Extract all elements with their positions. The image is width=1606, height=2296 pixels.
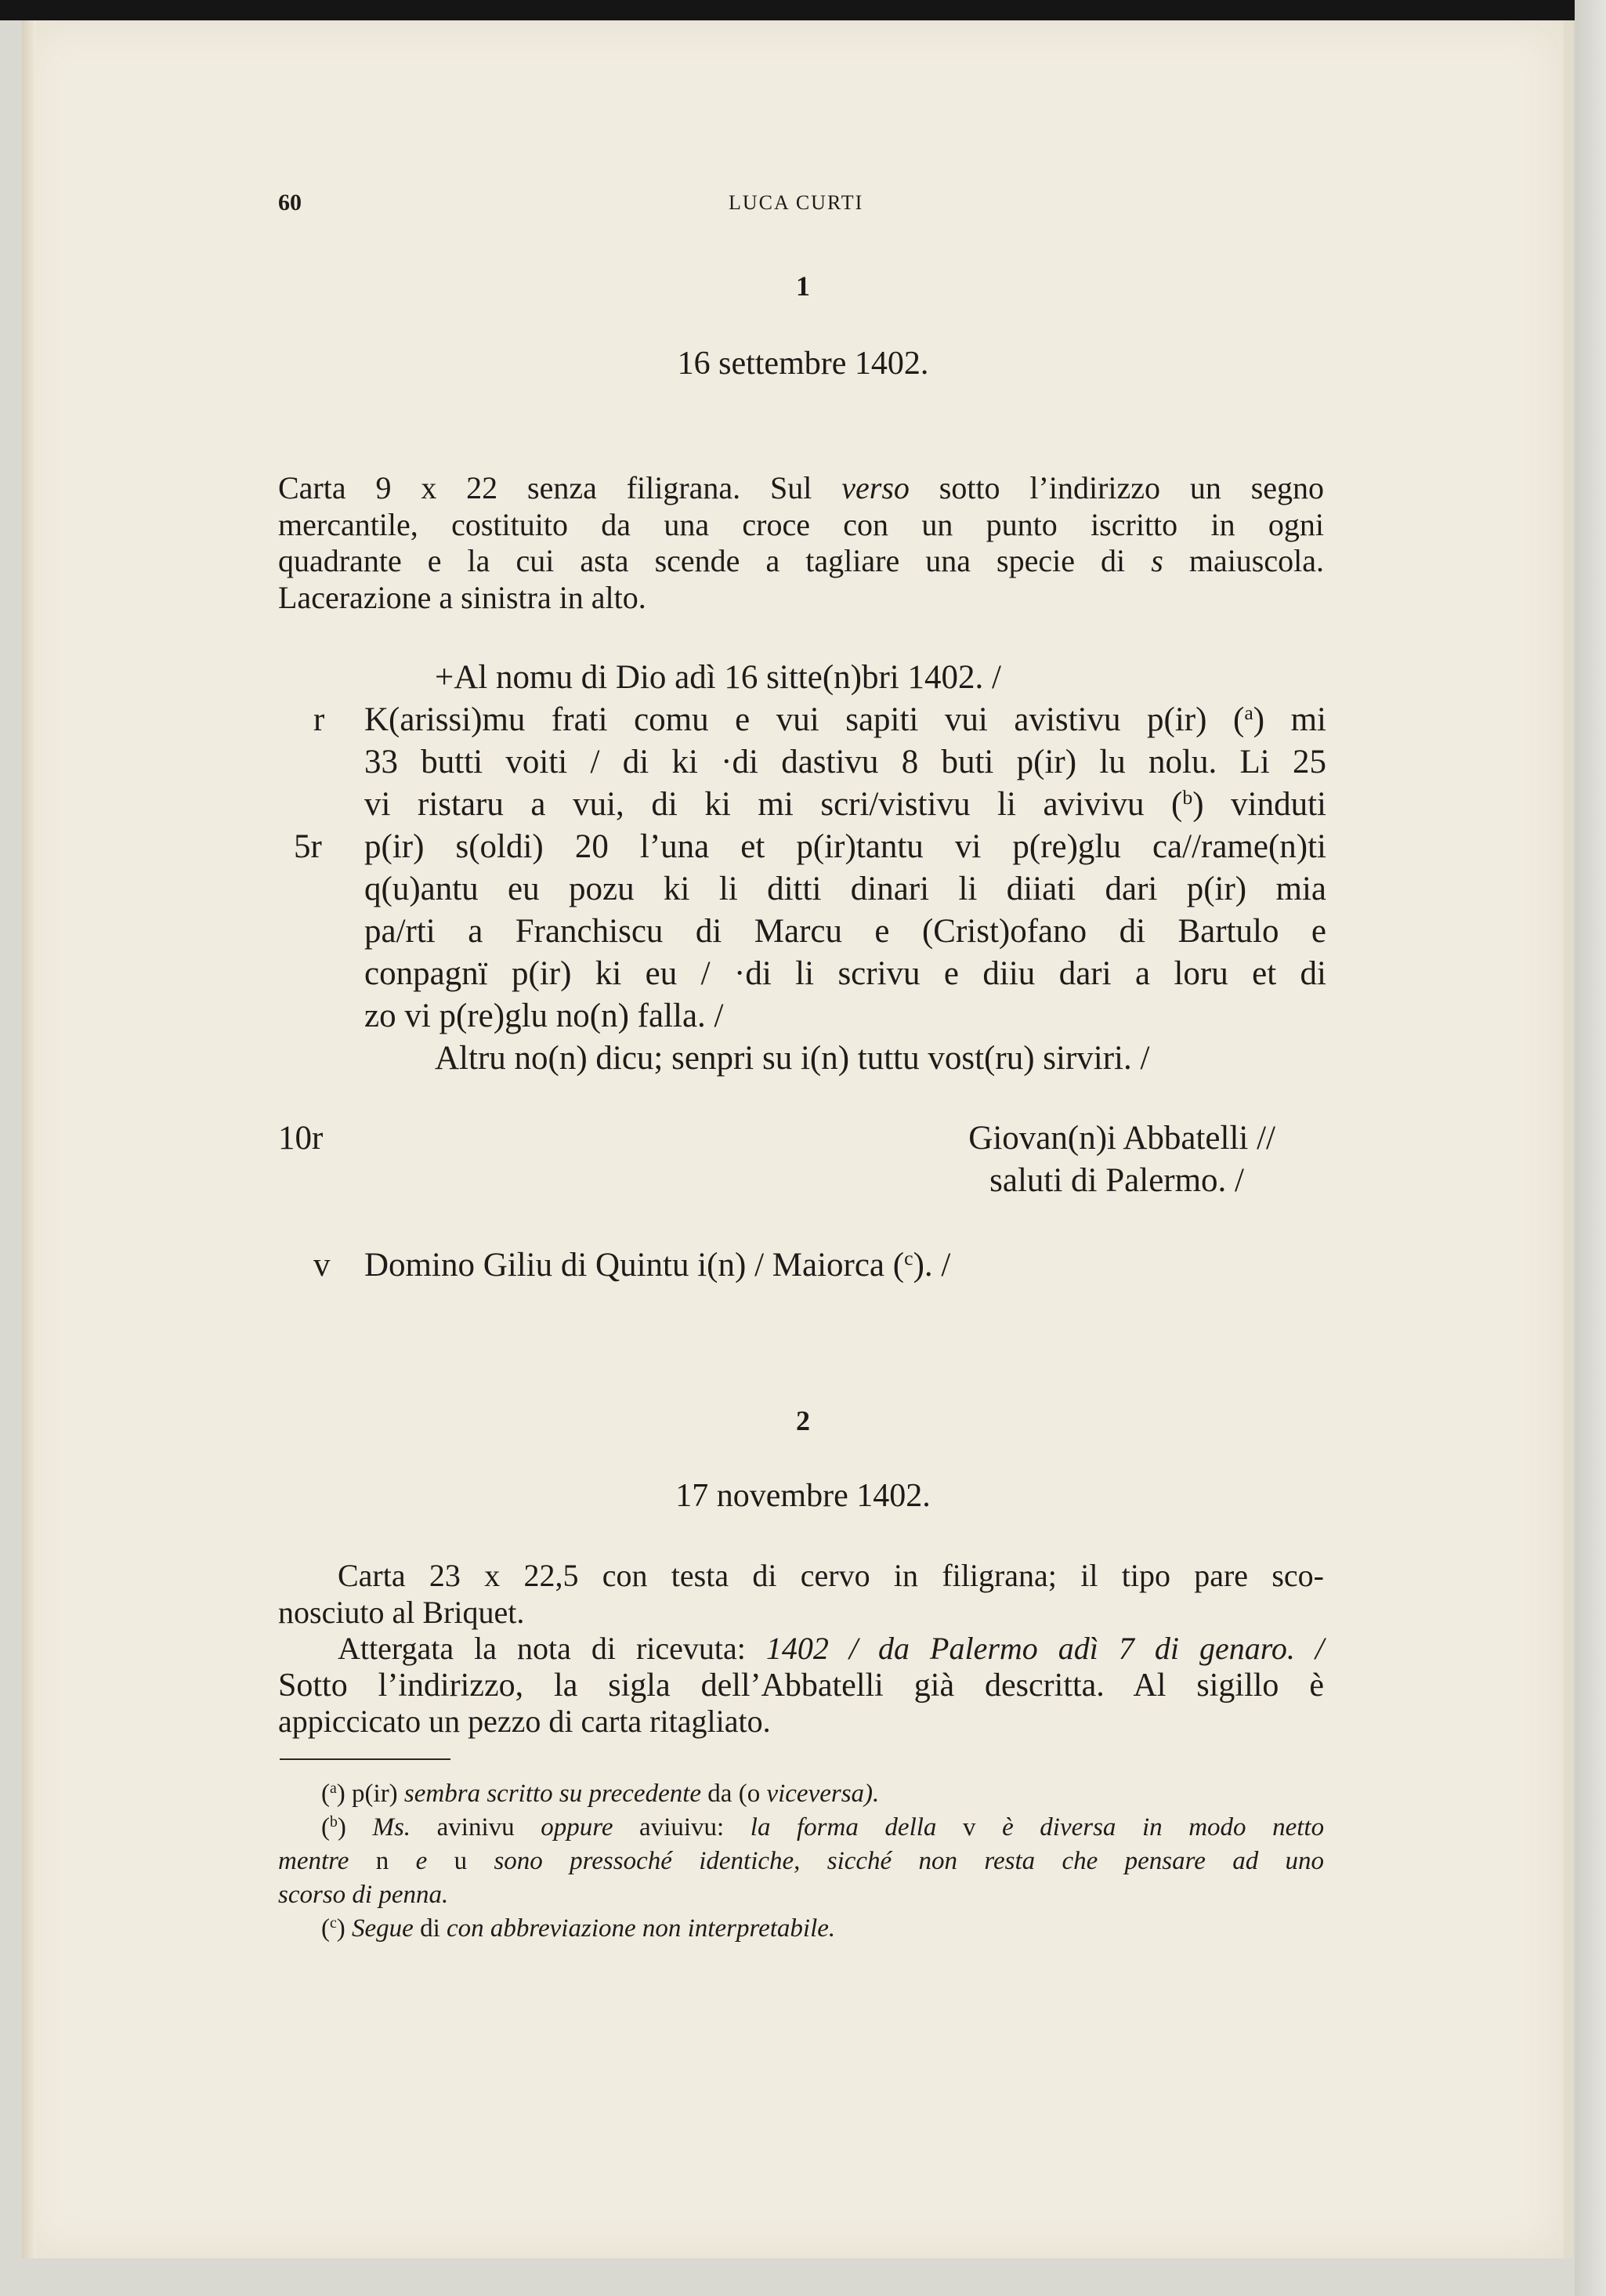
- footnote-ref-b: b: [1182, 785, 1193, 809]
- description-line: Carta 23 x 22,5 con testa di cervo in filigrana; il tipo pare sco-: [338, 1558, 1324, 1593]
- page-number: 60: [278, 190, 302, 215]
- footnote-ref-a: a: [1244, 701, 1253, 724]
- transcription-line: conpagnï p(ir) ki eu / ·di li scrivu e diiu dari a loru et di: [364, 955, 1326, 992]
- transcription-line: K(arissi)mu frati comu e vui sapiti vui avistivu p(ir) ($^a$) mi: [364, 701, 1327, 738]
- transcription-1: [364, 657, 1326, 1080]
- margin-marker-line-10: 10r: [278, 1120, 324, 1157]
- transcription-line: +Al nomu di Dio adì 16 sitte(n)bri 1402. /: [435, 659, 1001, 696]
- transcription-line: zo vi p(re)glu no(n) falla. /: [364, 998, 724, 1034]
- transcription-line: 33 butti voiti / di ki ·di dastivu 8 buti p(ir) lu nolu. Li 25: [364, 744, 1326, 780]
- description-line: quadrante e la cui asta scende a tagliare una specie di s maiuscola.: [278, 543, 1324, 578]
- description-line: Lacerazione a sinistra in alto.: [278, 579, 646, 615]
- footnote-b-end: scorso di penna.: [278, 1881, 449, 1909]
- document-description-1: [278, 470, 1324, 616]
- signature-line-2: saluti di Palermo. /: [989, 1162, 1244, 1199]
- footnote-c: ($^c$) Segue di con abbreviazione non interpretabile.: [321, 1914, 836, 1943]
- document-number-1: 1: [796, 270, 810, 302]
- scan-border-top: [0, 0, 1606, 20]
- description-line: nosciuto al Briquet.: [278, 1594, 525, 1630]
- description-line: Sotto l’indirizzo, la sigla dell’Abbatelli già descritta. Al sigillo è: [278, 1667, 1324, 1704]
- description-line: Carta 9 x 22 senza filigrana. Sul verso sotto l’indirizzo un segno: [278, 470, 1325, 505]
- footnote-b-continued: mentre n e u sono pressoché identiche, sicché non resta che pensare ad uno: [278, 1847, 1325, 1875]
- address-verso: Domino Giliu di Quintu i(n) / Maiorca ($^c$). /: [364, 1246, 951, 1284]
- document-number-2: 2: [796, 1405, 810, 1436]
- document-date-1: 16 settembre 1402.: [677, 346, 929, 382]
- transcription-line: pa/rti a Franchiscu di Marcu e (Crist)ofano di Bartulo e: [364, 913, 1326, 950]
- footnote-b: ($^b$) Ms. avinivu oppure aviuivu: la forma della v è diversa in modo netto: [321, 1813, 1325, 1842]
- transcription-line: p(ir) s(oldi) 20 l’una et p(ir)tantu vi p(re)glu ca//rame(n)ti: [364, 828, 1326, 865]
- transcription-line: q(u)antu eu pozu ki li ditti dinari li diiati dari p(ir) mia: [364, 871, 1326, 907]
- margin-marker-verso: v: [313, 1247, 331, 1284]
- document-date-2: 17 novembre 1402.: [675, 1478, 931, 1514]
- document-description-2: [278, 1558, 1324, 1740]
- footnote-separator: [280, 1758, 450, 1760]
- transcription-line: vi ristaru a vui, di ki mi scri/vistivu li avivivu ($^b$) vinduti: [364, 785, 1326, 823]
- description-line: appiccicato un pezzo di carta ritagliato.: [278, 1704, 771, 1739]
- margin-marker-line-5: 5r: [294, 828, 322, 865]
- margin-marker-recto: r: [313, 701, 325, 738]
- footnote-a: ($^a$) p(ir) sembra scritto su precedente da (o viceversa).: [321, 1780, 880, 1808]
- running-title: LUCA CURTI: [729, 191, 864, 214]
- footnote-ref-c: c: [904, 1246, 913, 1269]
- description-line: mercantile, costituito da una croce con un punto iscritto in ogni: [278, 506, 1324, 542]
- description-line: Attergata la nota di ricevuta: 1402 / da Palermo adì 7 di genaro. /: [338, 1631, 1325, 1666]
- transcription-line: Altru no(n) dicu; senpri su i(n) tuttu vost(ru) sirviri. /: [435, 1040, 1150, 1077]
- footnotes: [278, 1777, 1324, 1946]
- signature-line-1: Giovan(n)i Abbatelli //: [968, 1120, 1275, 1157]
